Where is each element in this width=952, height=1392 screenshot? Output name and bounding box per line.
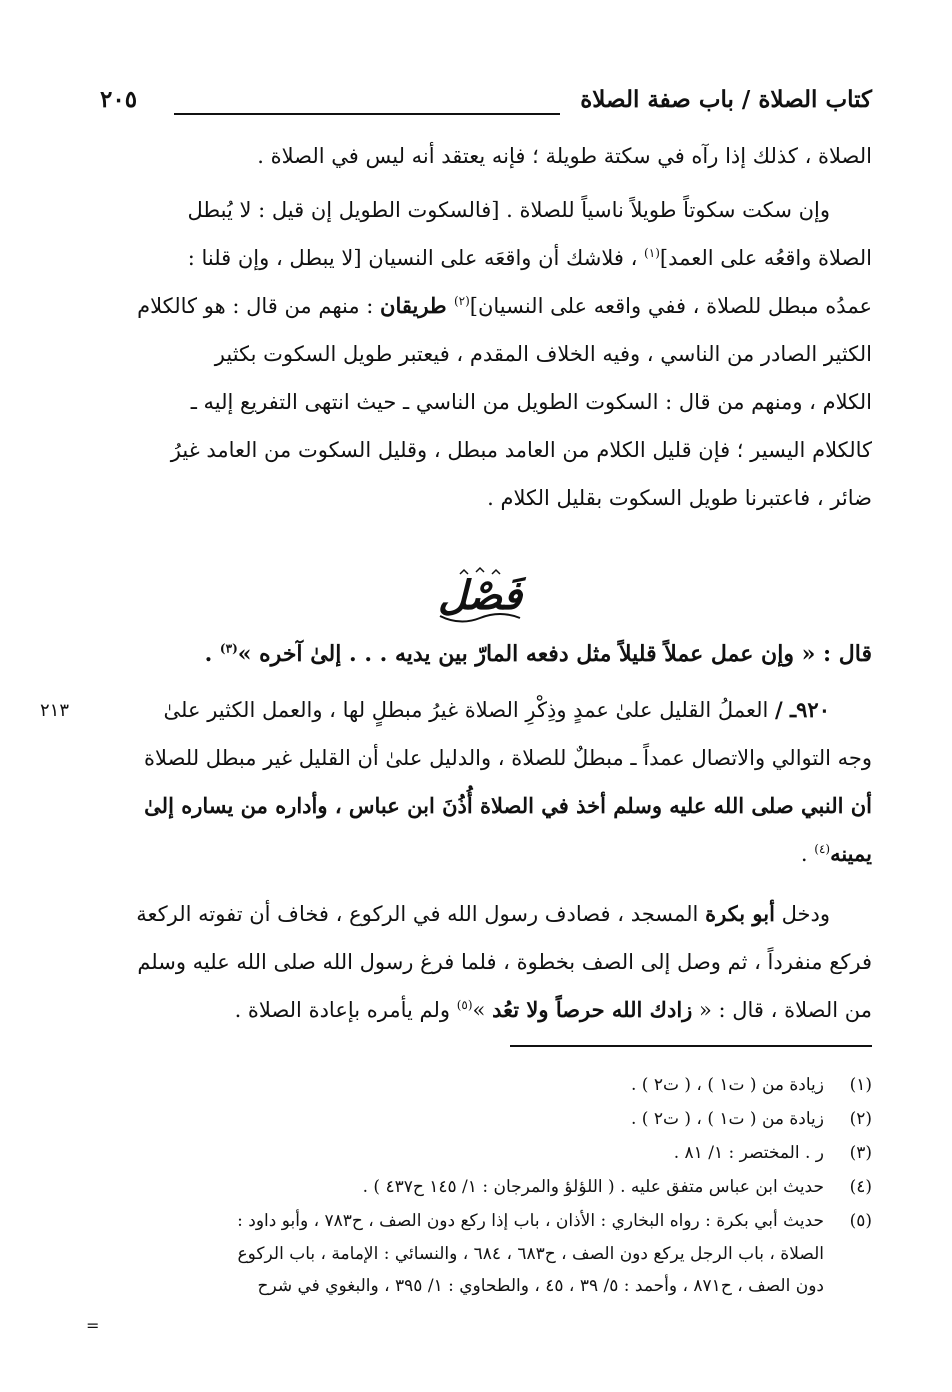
text-fragment: » <box>472 998 493 1022</box>
quoted-text <box>95 630 872 678</box>
text-line: وجه التوالي والاتصال عمداً ـ مبطلٌ للصلاة ، والدليل علىٰ أن القليل غير مبطل للصلاة <box>144 746 872 770</box>
continuation-mark: = <box>86 1316 100 1335</box>
footnote-number: (١) <box>849 1075 872 1095</box>
text-fragment: . <box>204 641 220 667</box>
footnote-text: زيادة من ( ت١ ) ، ( ت٢ ) . <box>631 1109 824 1129</box>
footnote-continuation: الصلاة ، باب الرجل يركع دون الصف ، ح٦٨٣ ، ٦٨٤ ، والنسائي : الإمامة ، باب الركوع <box>237 1244 824 1264</box>
text-line <box>95 830 872 878</box>
footnote-number: (٣) <box>849 1143 872 1163</box>
paragraph-number: ٩٢٠ـ / <box>775 697 830 722</box>
section-ornament <box>430 566 530 630</box>
paragraph-5 <box>95 890 872 1034</box>
text-fragment: ولم يأمره بإعادة الصلاة . <box>234 998 457 1022</box>
footnote <box>95 1204 872 1238</box>
section-heading: فَصْل <box>437 572 523 619</box>
text-line <box>95 686 872 734</box>
text-line: أن النبي صلى الله عليه وسلم أخذ في الصلاة أُذُنَ ابن عباس ، وأداره من يساره إلىٰ <box>144 793 872 818</box>
text-fragment: . <box>800 842 815 866</box>
footnote-continuation: دون الصف ، ح٨٧١ ، وأحمد : ٥/ ٣٩ ، ٤٥ ، والطحاوي : ١/ ٣٩٥ ، والبغوي في شرح <box>257 1276 824 1296</box>
footnote <box>95 1102 872 1136</box>
header-rule <box>174 113 560 115</box>
footnote-text: حديث ابن عباس متفق عليه . ( اللؤلؤ والمرجان : ١/ ١٤٥ ح٤٣٧ ) . <box>362 1177 824 1197</box>
paragraph-920 <box>95 686 872 878</box>
text-fragment: عمدُه مبطل للصلاة ، ففي واقعه على النسيان] <box>469 294 872 318</box>
text-fragment: المسجد ، فصادف رسول الله في الركوع ، فخاف أن تفوته الركعة <box>136 902 706 926</box>
footnote-separator <box>510 1045 872 1047</box>
text-line: كالكلام اليسير ؛ فإن قليل الكلام من العامد مبطل ، وقليل السكوت من العامد غيرُ <box>170 438 872 462</box>
text-line <box>95 890 872 938</box>
text-fragment: العملُ القليل علىٰ عمدٍ وذِكْرِ الصلاة غيرُ مبطلٍ لها ، والعمل الكثير علىٰ <box>163 698 776 722</box>
footnotes <box>95 1068 872 1302</box>
text-fragment: من الصلاة ، قال : « <box>692 998 872 1022</box>
text-line <box>95 630 872 678</box>
bold-term: طريقان <box>380 293 454 318</box>
footnote-ref[interactable]: (٥) <box>456 998 473 1012</box>
text-line: الصلاة ، كذلك إذا رآه في سكتة طويلة ؛ فإنه يعتقد أنه ليس في الصلاة . <box>257 144 872 168</box>
text-fragment: ، فلاشك أن واقعَه على النسيان [لا يبطل ، وإن قلنا : <box>187 246 645 270</box>
bold-term: زادك الله حرصاً ولا تعُد <box>492 997 693 1022</box>
text-fragment: ودخل <box>774 902 830 926</box>
text-line: وإن سكت سكوتاً طويلاً ناسياً للصلاة . [فالسكوت الطويل إن قيل : لا يُبطل <box>187 198 830 222</box>
footnote-text: ر . المختصر : ١/ ٨١ . <box>673 1143 824 1163</box>
footnote <box>95 1136 872 1170</box>
footnote <box>95 1170 872 1204</box>
running-title: كتاب الصلاة / باب صفة الصلاة <box>580 86 872 113</box>
footnote-text: زيادة من ( ت١ ) ، ( ت٢ ) . <box>631 1075 824 1095</box>
footnote-ref[interactable]: (٢) <box>453 294 470 308</box>
text-line: ضائر ، فاعتبرنا طويل السكوت بقليل الكلام . <box>487 486 872 510</box>
margin-page-ref: ٢١٣ <box>40 700 70 721</box>
footnote-number: (٢) <box>849 1109 872 1129</box>
text-line <box>95 986 872 1034</box>
text-line <box>95 282 872 330</box>
footnote-number: (٤) <box>849 1177 872 1197</box>
quote-text: قال : « وإن عمل عملاً قليلاً مثل دفعه المارّ بين يديه . . . إلىٰ آخره » <box>237 641 872 667</box>
footnote-ref[interactable]: (٣) <box>219 641 238 656</box>
footnote-ref[interactable]: (٤) <box>814 842 831 856</box>
paragraph-2 <box>95 186 872 522</box>
footnote-text: حديث أبي بكرة : رواه البخاري : الأذان ، باب إذا ركع دون الصف ، ح٧٨٣ ، وأبو داود : <box>237 1211 824 1231</box>
text-line: الكلام ، ومنهم من قال : السكوت الطويل من الناسي ـ حيث انتهى التفريع إليه ـ <box>190 390 872 414</box>
text-fragment: الصلاة واقعُه على العمد] <box>659 246 872 270</box>
bold-term: أبو بكرة <box>705 901 775 926</box>
text-fragment: يمينه <box>830 841 872 866</box>
text-line: الكثير الصادر من الناسي ، وفيه الخلاف المقدم ، فيعتبر طويل السكوت بكثير <box>214 342 872 366</box>
text-fragment: : منهم من قال : هو كالكلام <box>137 294 381 318</box>
page-number: ٢٠٥ <box>100 86 138 113</box>
paragraph-1 <box>95 132 872 180</box>
footnote-number: (٥) <box>849 1211 872 1231</box>
footnote-ref[interactable]: (١) <box>644 246 660 260</box>
text-line: فركع منفرداً ، ثم وصل إلى الصف بخطوة ، فلما فرغ رسول الله صلى الله عليه وسلم <box>137 950 872 974</box>
text-line <box>95 234 872 282</box>
footnote <box>95 1068 872 1102</box>
page-header <box>100 86 872 122</box>
